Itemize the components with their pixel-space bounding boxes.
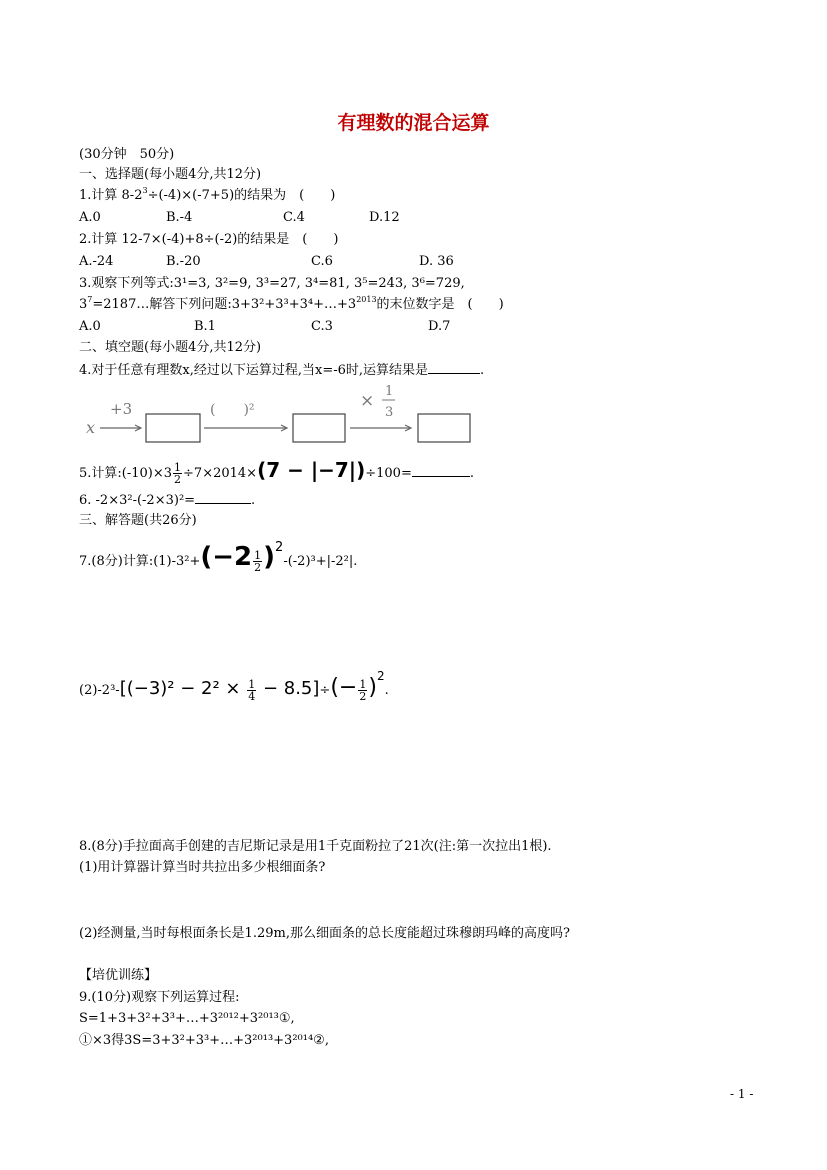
q7-p1-fraction: $\frac{1}{2}$ <box>254 549 262 574</box>
question-7-part1: 7.(8分)计算:(1)-3²+(−2 $\frac{1}{2}$ )$^2$-(-2)³+|-2²|. <box>79 540 358 574</box>
flow-op3-num: 1 <box>385 384 394 399</box>
question-2: 2.计算 12-7×(-4)+8÷(-2)的结果是 ( ) <box>79 232 339 247</box>
page-number: - 1 - <box>730 1087 754 1101</box>
question-1: 1.计算 $8-2^3\div(-4)\times(-7+5)$的结果为 ( ) <box>79 186 336 203</box>
question-7-part2: (2)-2³-[(−3)² − 2² × $\frac{1}{4}$ − 8.5]÷(− $\frac{1}{2}$ )$^2$. <box>79 669 389 703</box>
section-choice: 一、选择题(每小题4分,共12分) <box>79 167 262 182</box>
question-3-line2: $3^7=2187\dots$解答下列问题$:3+3^2+3^3+3^4+\dots+3^{2013}$的末位数字是 ( ) <box>79 295 504 312</box>
section-advanced: 【培优训练】 <box>79 968 158 983</box>
flow-box-1 <box>146 414 200 442</box>
document-title: 有理数的混合运算 <box>337 112 490 134</box>
question-4: 4.对于任意有理数x,经过以下运算过程,当x=-6时,运算结果是 . <box>79 363 485 378</box>
flow-op3-times: × <box>360 391 375 411</box>
question-3-line1: 3.观察下列等式:3¹=3, 3²=9, 3³=27, 3⁴=81, 3⁵=243, 3⁶=729, <box>79 276 465 291</box>
q5-fraction: $\frac{1}{2}$ <box>174 461 182 486</box>
question-5: 5.计算:(-10)×3 $\frac{1}{2}$ ÷7×2014×(7 − |−7|)÷100= . <box>79 458 474 486</box>
operation-flow-diagram <box>82 378 482 448</box>
question-6: 6. -2×3²-(-2×3)²= . <box>79 493 256 508</box>
flow-box-3 <box>418 414 470 442</box>
question-9-line1: S=1+3+3²+3³+…+3²⁰¹²+3²⁰¹³①, <box>79 1011 295 1026</box>
q7-p2-fraction-1: $\frac{1}{4}$ <box>248 678 256 703</box>
question-8: 8.(8分)手拉面高手创建的吉尼斯记录是用1千克面粉拉了21次(注:第一次拉出1根). <box>79 839 552 854</box>
question-9: 9.(10分)观察下列运算过程: <box>79 990 240 1005</box>
section-fill: 二、填空题(每小题4分,共12分) <box>79 340 262 355</box>
question-8-part1: (1)用计算器计算当时共拉出多少根细面条? <box>79 860 326 875</box>
flow-op1-label: +3 <box>110 400 133 418</box>
q7-p2-fraction-2: $\frac{1}{2}$ <box>359 678 367 703</box>
time-score: (30分钟 50分) <box>79 147 175 162</box>
flow-box-2 <box>293 414 345 442</box>
question-8-part2: (2)经测量,当时每根面条长是1.29m,那么细面条的总长度能超过珠穆朗玛峰的高度吗? <box>79 926 570 941</box>
flow-op3-den: 3 <box>385 405 394 420</box>
section-solve: 三、解答题(共26分) <box>79 513 197 528</box>
flow-op2-label: ( )² <box>210 402 255 418</box>
question-9-line2: ①×3得3S=3+3²+3³+…+3²⁰¹³+3²⁰¹⁴②, <box>79 1033 329 1048</box>
flow-x-label: x <box>86 418 96 437</box>
